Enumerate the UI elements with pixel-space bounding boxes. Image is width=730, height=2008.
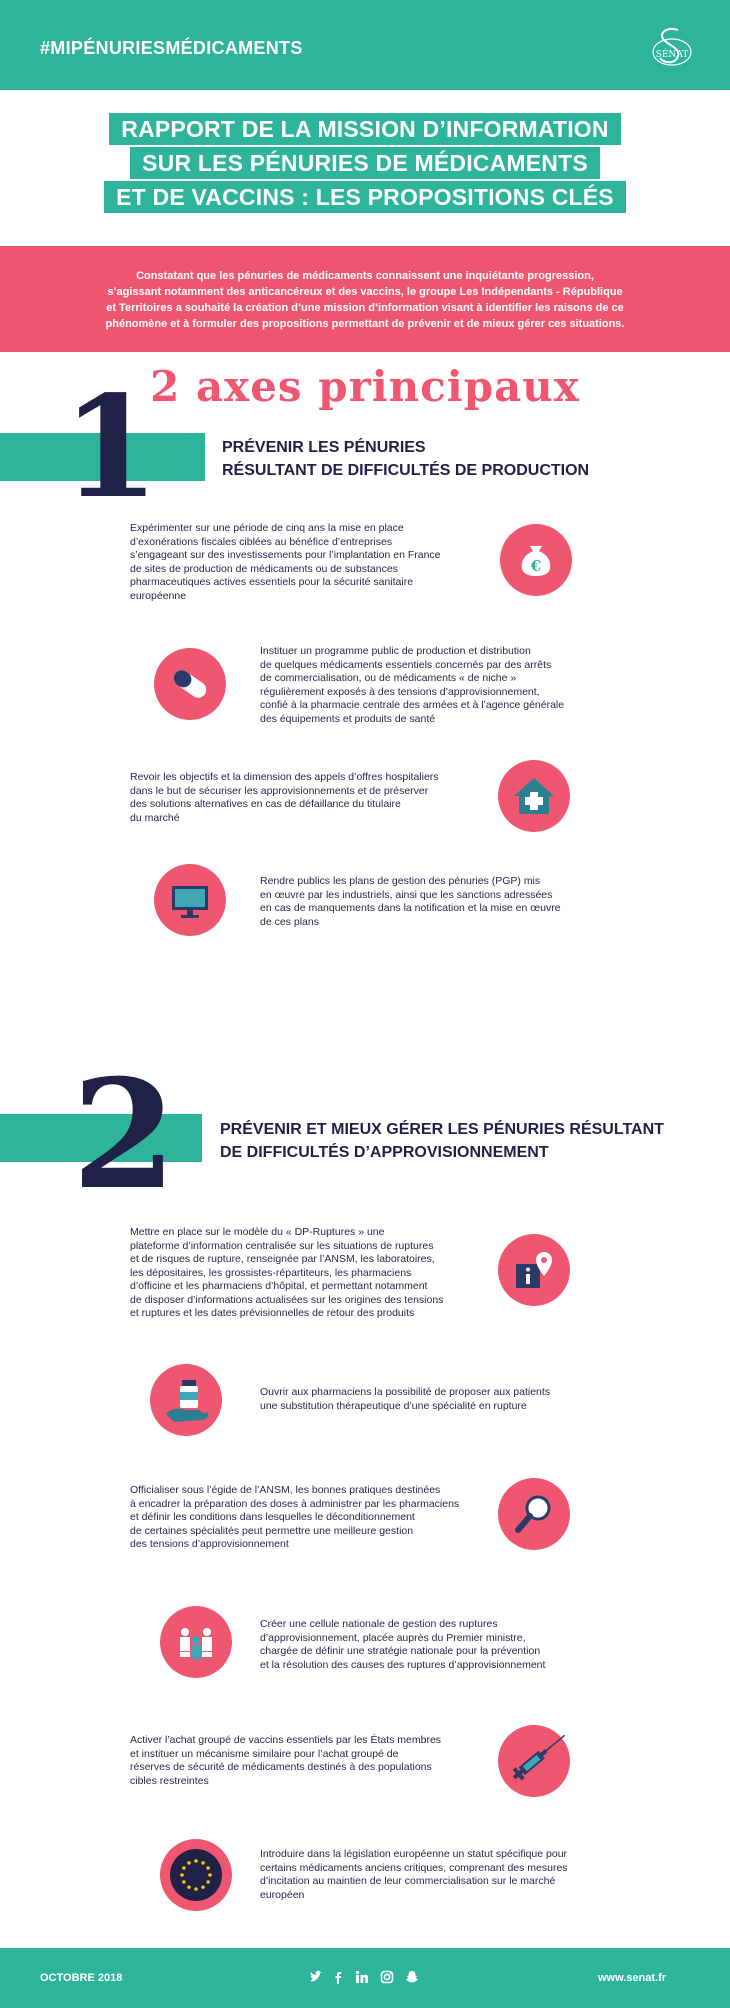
title-line: ET DE VACCINS : LES PROPOSITIONS CLÉS: [104, 181, 626, 213]
section-title-line: DE DIFFICULTÉS D’APPROVISIONNEMENT: [220, 1144, 549, 1161]
eu-star: [201, 1885, 205, 1889]
eu-star: [206, 1880, 210, 1884]
intro-line: et Territoires a souhaité la création d’une mission d’information visant à identifier les raisons de ce: [106, 302, 624, 314]
linkedin-icon[interactable]: [355, 1970, 369, 1984]
senat-logo: [650, 24, 694, 70]
medicine-hand-icon: [150, 1364, 222, 1436]
section-title: [220, 1118, 664, 1164]
pill-capsule-icon: [154, 648, 226, 720]
section-title-line: RÉSULTANT DE DIFFICULTÉS DE PRODUCTION: [222, 462, 590, 479]
intro-line: s’agissant notamment des anticancéreux et des vaccins, le groupe Les Indépendants - République: [107, 286, 623, 298]
intro-banner: [0, 246, 730, 352]
eu-star: [206, 1866, 210, 1870]
svg-text:SÉNAT: SÉNAT: [655, 50, 689, 60]
eu-star: [194, 1859, 198, 1863]
facebook-icon[interactable]: [331, 1970, 345, 1984]
eu-star: [194, 1887, 198, 1891]
money-bag-euro-icon: [500, 524, 572, 596]
section-title: [222, 436, 589, 482]
hashtag: #MIPÉNURIESMÉDICAMENTS: [40, 38, 303, 58]
proposal-text: Expérimenter sur une période de cinq ans la mise en place d’exonérations fiscales ciblées au bénéfice d’entreprises s’engageant sur des investissements pour l’implantation en France de sites de production de médicaments ou de substances pharmaceutiques actives essentiels pour la sécurité sanitaire européenne: [130, 522, 441, 602]
proposal-text: Créer une cellule nationale de gestion des ruptures d’approvisionnement, placée auprès du Premier ministre, chargée de définir une stratégie nationale pour la prévention et la résolution des causes des ruptures d’approvisionnement: [260, 1618, 546, 1671]
twitter-icon[interactable]: [309, 1970, 323, 1984]
instagram-icon[interactable]: [380, 1970, 394, 1984]
section-title-line: PRÉVENIR ET MIEUX GÉRER LES PÉNURIES RÉSULTANT: [220, 1121, 664, 1138]
proposal-text: Introduire dans la législation européenne un statut spécifique pour certains médicaments anciens critiques, comprenant des mesures d’incitation au maintien de leur commercialisation sur le marché européen: [260, 1848, 568, 1901]
info-location-icon: [498, 1234, 570, 1306]
footer-date: OCTOBRE 2018: [40, 1972, 123, 1984]
snapchat-icon[interactable]: [405, 1970, 419, 1984]
people-group-icon: [160, 1606, 232, 1678]
section-number: 2: [72, 1047, 177, 1223]
eu-star: [180, 1873, 184, 1877]
hospital-house-icon: [498, 760, 570, 832]
section-number: 1: [62, 366, 160, 530]
intro-line: Constatant que les pénuries de médicaments connaissent une inquiétante progression,: [136, 270, 594, 282]
axes-title: 2 axes principaux: [150, 362, 580, 411]
eu-star: [208, 1873, 212, 1877]
monitor-icon: [154, 864, 226, 936]
title-line: RAPPORT DE LA MISSION D’INFORMATION: [109, 113, 620, 145]
eu-flag-icon: [160, 1839, 232, 1911]
svg-text:€: €: [530, 557, 542, 575]
proposal-text: Ouvrir aux pharmaciens la possibilité de proposer aux patients une substitution thérapeutique d’une spécialité en rupture: [260, 1386, 551, 1412]
report-title: [0, 112, 730, 214]
proposal-text: Activer l’achat groupé de vaccins essentiels par les États membres et instituer un mécanisme similaire pour l’achat groupé de réserves de sécurité de médicaments destinés à des populations cibles restreintes: [130, 1734, 442, 1787]
eu-star: [187, 1861, 191, 1865]
eu-star: [182, 1866, 186, 1870]
eu-star: [187, 1885, 191, 1889]
magnifier-icon: [498, 1478, 570, 1550]
proposal-text: Rendre publics les plans de gestion des pénuries (PGP) mis en œuvre par les industriels, ainsi que les sanctions adressées en cas de manquements dans la notification et la mise en œuvre de ces plans: [260, 875, 561, 928]
proposal-text: Mettre en place sur le modèle du « DP-Ruptures » une plateforme d’information centralisée sur les situations de ruptures et de risques de rupture, renseignée par l’ANSM, les laboratoires, les dépositaires, les grossistes-répartiteurs, les pharmaciens d’officine et les pharmaciens d’hôpital, et permettant notamment de disposer d’informations actualisées sur les origines des tensions et ruptures et les dates prévisionnelles de retour des produits: [130, 1226, 444, 1319]
section-title-line: PRÉVENIR LES PÉNURIES: [222, 439, 426, 456]
footer-url[interactable]: www.senat.fr: [598, 1972, 667, 1984]
syringe-icon: [498, 1725, 570, 1797]
eu-star: [201, 1861, 205, 1865]
proposal-text: Revoir les objectifs et la dimension des appels d’offres hospitaliers dans le but de sécuriser les approvisionnements et de préserver des solutions alternatives en cas de défaillance du titulaire du marché: [130, 771, 439, 824]
proposal-text: Officialiser sous l’égide de l’ANSM, les bonnes pratiques destinées à encadrer la préparation des doses à administrer par les pharmaciens et définir les conditions dans lesquelles le déconditionnement de certaines spécialités peut permettre une meilleure gestion des tensions d’approvisionnement: [130, 1484, 460, 1550]
title-line: SUR LES PÉNURIES DE MÉDICAMENTS: [130, 147, 600, 179]
intro-line: phénomène et à formuler des propositions permettant de prévenir et de mieux gérer ces situations.: [105, 318, 625, 330]
proposal-text: Instituer un programme public de production et distribution de quelques médicaments essentiels concernés par des arrêts de commercialisation, ou de médicaments « de niche » régulièrement exposés à des tensions d’approvisionnement, confié à la pharmacie centrale des armées et à l’agence générale des équipements et produits de santé: [260, 645, 565, 725]
eu-star: [182, 1880, 186, 1884]
